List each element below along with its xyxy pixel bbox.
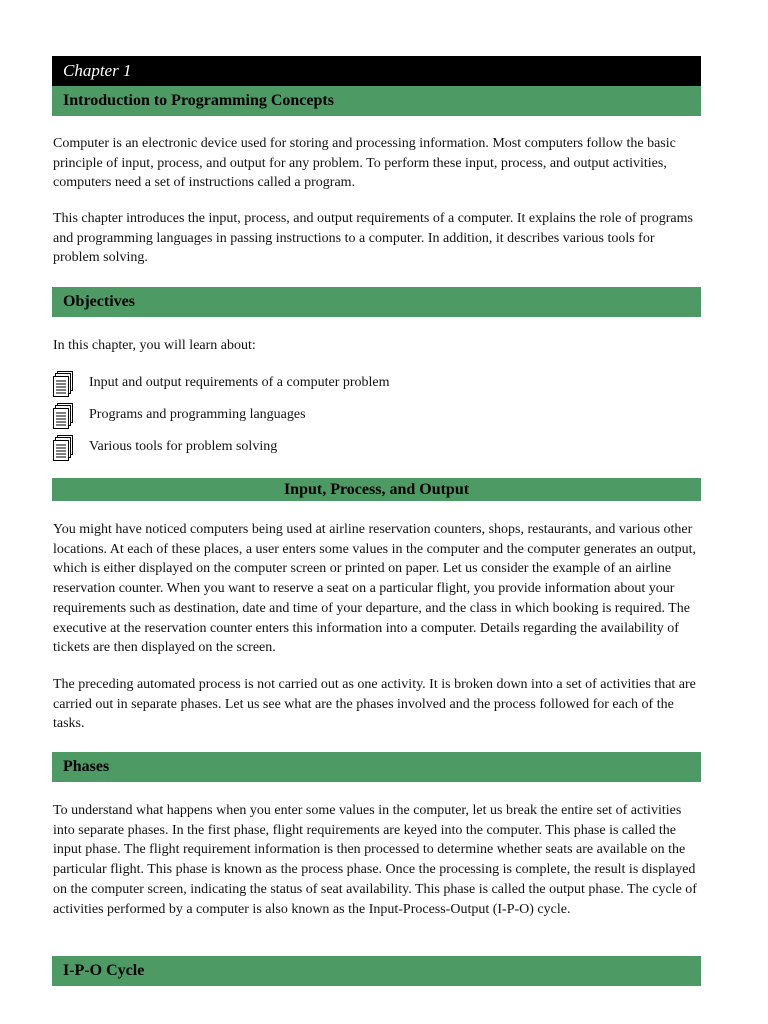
- objectives-heading: Objectives: [52, 287, 701, 317]
- chapter-label: Chapter 1: [52, 56, 701, 86]
- phases-paragraph: To understand what happens when you enter some values in the computer, let us break the entire set of activities into separate phases. In the first phase, flight requirements are keyed into the computer. This phase is called the input phase. The flight requirement information is then processed to determine whether seats are available on the particular flight. This phase is known as the process phase. Once the processing is complete, the result is displayed on the computer screen, indicating the status of seat availability. This phase is called the output phase. The cycle of activities performed by a computer is also known as the Input-Process-Output (I-P-O) cycle.: [53, 803, 697, 917]
- ipo-paragraph-2: The preceding automated process is not carried out as one activity. It is broken down into a set of activities that are carried out in separate phases. Let us see what are the phases involved and the process followed for each of the tasks.: [53, 677, 696, 732]
- objectives-lead: In this chapter, you will learn about:: [53, 338, 256, 353]
- list-item: [53, 403, 653, 435]
- list-item-text: Input and output requirements of a computer problem: [89, 375, 390, 390]
- list-item-text: Programs and programming languages: [89, 407, 306, 422]
- ipo-section-heading: Input, Process, and Output: [52, 478, 701, 501]
- phases-heading: Phases: [52, 752, 701, 782]
- ipo-paragraph-1: You might have noticed computers being used at airline reservation counters, shops, restaurants, and various other locations. At each of these places, a user enters some values in the computer and the computer generates an output, which is either displayed on the computer screen or printed on paper. Let us consider the example of an airline reservation counter. When you want to reserve a seat on a particular flight, you provide information about your requirements such as destination, date and time of your departure, and the class in which booking is required. The executive at the reservation counter enters this information into a computer. Details regarding the availability of tickets are then displayed on the screen.: [53, 522, 697, 656]
- objectives-list: [53, 371, 653, 467]
- intro-paragraph-1: Computer is an electronic device used for storing and processing information. Most computers follow the basic principle of input, process, and output for any problem. To perform these input, process, and output activities, computers need a set of instructions called a program.: [53, 136, 676, 191]
- chapter-title: Introduction to Programming Concepts: [52, 86, 701, 116]
- list-item-text: Various tools for problem solving: [89, 439, 278, 454]
- ipo-cycle-heading: I-P-O Cycle: [52, 956, 701, 986]
- intro-paragraph-2: This chapter introduces the input, process, and output requirements of a computer. It explains the role of programs and programming languages in passing instructions to a computer. In addition, it describes various tools for problem solving.: [53, 211, 693, 266]
- document-icon: [53, 403, 73, 429]
- document-icon: [53, 371, 73, 397]
- list-item: [53, 435, 653, 467]
- list-item: [53, 371, 653, 403]
- document-icon: [53, 435, 73, 461]
